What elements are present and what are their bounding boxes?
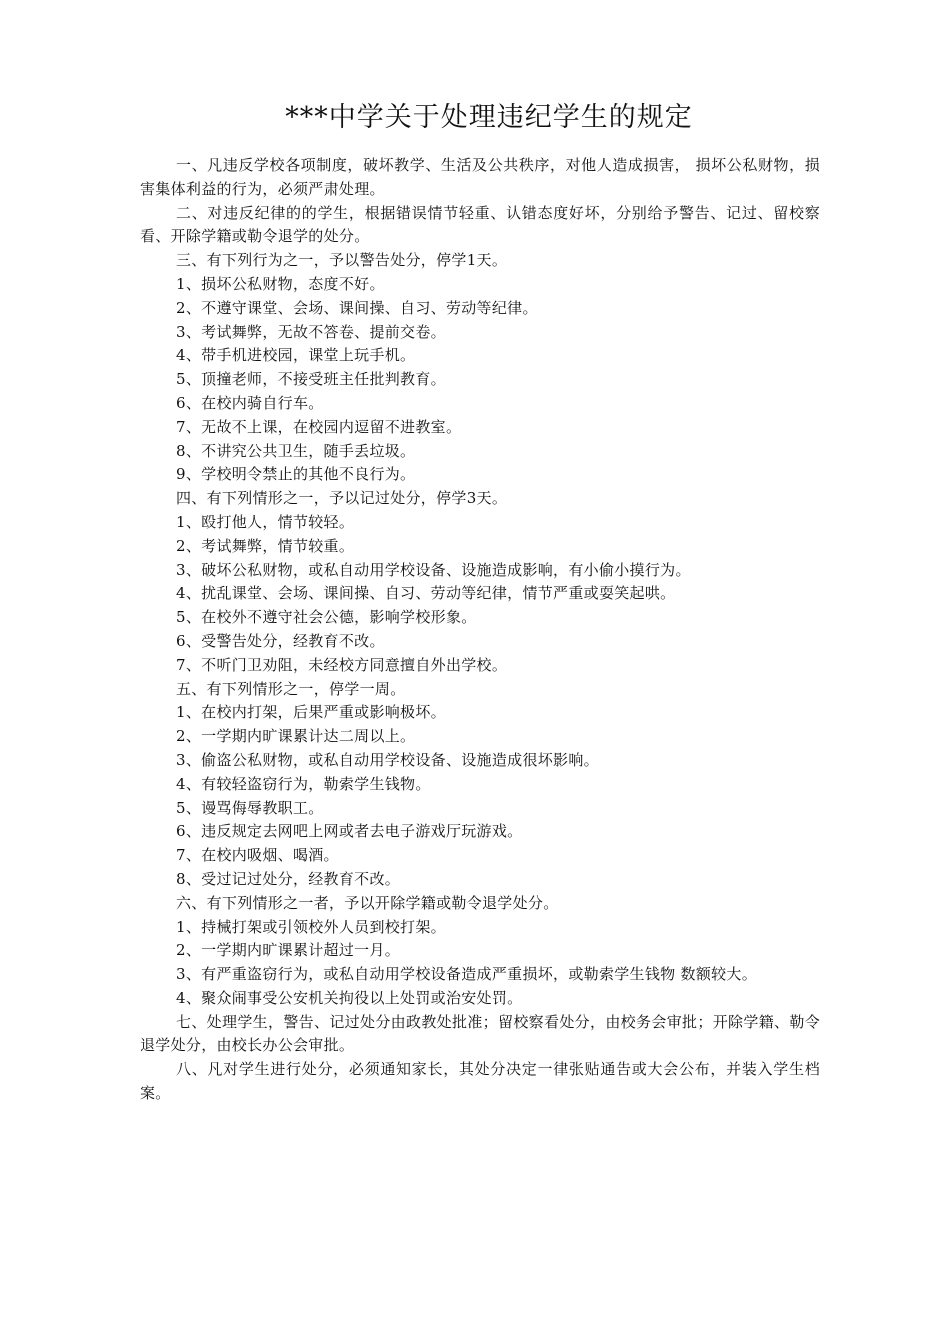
paragraph: 6、在校内骑自行车。 [176, 393, 324, 412]
document-title: ***中学关于处理违纪学生的规定 [285, 102, 693, 133]
paragraph: 2、一学期内旷课累计达二周以上。 [176, 727, 416, 746]
paragraph: 5、顶撞老师，不接受班主任批判教育。 [176, 370, 446, 389]
paragraph: 1、持械打架或引领校外人员到校打架。 [176, 917, 446, 936]
paragraph: 2、不遵守课堂、会场、课间操、自习、劳动等纪律。 [176, 298, 538, 317]
paragraph: 四、有下列情形之一，予以记过处分，停学3天。 [176, 489, 508, 508]
paragraph: 三、有下列行为之一，予以警告处分，停学1天。 [176, 251, 508, 270]
paragraph: 一、凡违反学校各项制度，破坏教学、生活及公共秩序，对他人造成损害， 损坏公私财物，损害集体利益的行为，必须严肃处理。 [140, 156, 820, 198]
paragraph: 六、有下列情形之一者，予以开除学籍或勒令退学处分。 [176, 893, 559, 912]
paragraph: 1、殴打他人，情节较轻。 [176, 512, 355, 531]
paragraph: 8、不讲究公共卫生，随手丢垃圾。 [176, 441, 416, 460]
paragraph: 3、有严重盗窃行为，或私自动用学校设备造成严重损坏，或勒索学生钱物 数额较大。 [176, 965, 758, 984]
paragraph: 3、偷盗公私财物，或私自动用学校设备、设施造成很坏影响。 [176, 750, 599, 769]
paragraph: 7、在校内吸烟、喝酒。 [176, 846, 339, 865]
paragraph: 4、扰乱课堂、会场、课间操、自习、劳动等纪律，情节严重或耍笑起哄。 [176, 584, 676, 603]
paragraph: 9、学校明令禁止的其他不良行为。 [176, 465, 416, 484]
paragraph: 4、有较轻盗窃行为，勒索学生钱物。 [176, 774, 431, 793]
paragraph: 7、无故不上课，在校园内逗留不进教室。 [176, 417, 462, 436]
paragraph: 4、带手机进校园，课堂上玩手机。 [176, 346, 416, 365]
paragraph: 五、有下列情形之一，停学一周。 [176, 679, 406, 698]
paragraph: 3、破坏公私财物，或私自动用学校设备、设施造成影响，有小偷小摸行为。 [176, 560, 691, 579]
paragraph: 1、损坏公私财物，态度不好。 [176, 274, 385, 293]
paragraph: 6、受警告处分，经教育不改。 [176, 631, 385, 650]
paragraph: 七、处理学生，警告、记过处分由政教处批准；留校察看处分，由校务会审批；开除学籍、勒令退学处分，由校长办公会审批。 [140, 1012, 820, 1055]
paragraph: 2、考试舞弊，情节较重。 [176, 536, 355, 555]
paragraph: 3、考试舞弊，无故不答卷、提前交卷。 [176, 322, 446, 341]
paragraph: 1、在校内打架，后果严重或影响极坏。 [176, 703, 446, 722]
paragraph: 6、违反规定去网吧上网或者去电子游戏厅玩游戏。 [176, 822, 523, 841]
paragraph: 7、不听门卫劝阻，未经校方同意擅自外出学校。 [176, 655, 508, 674]
document-page [140, 98, 820, 1106]
paragraph: 5、在校外不遵守社会公德，影响学校形象。 [176, 608, 477, 627]
paragraph: 2、一学期内旷课累计超过一月。 [176, 941, 401, 960]
paragraph: 八、凡对学生进行处分，必须通知家长，其处分决定一律张贴通告或大会公布，并装入学生档案。 [140, 1060, 820, 1103]
paragraph: 5、谩骂侮辱教职工。 [176, 798, 324, 817]
paragraph: 8、受过记过处分，经教育不改。 [176, 869, 401, 888]
paragraph: 二、对违反纪律的的学生，根据错误情节轻重、认错态度好坏，分别给予警告、记过、留校察看、开除学籍或勒令退学的处分。 [140, 203, 820, 246]
paragraph: 4、聚众闹事受公安机关拘役以上处罚或治安处罚。 [176, 988, 523, 1007]
document-body [140, 154, 820, 1106]
